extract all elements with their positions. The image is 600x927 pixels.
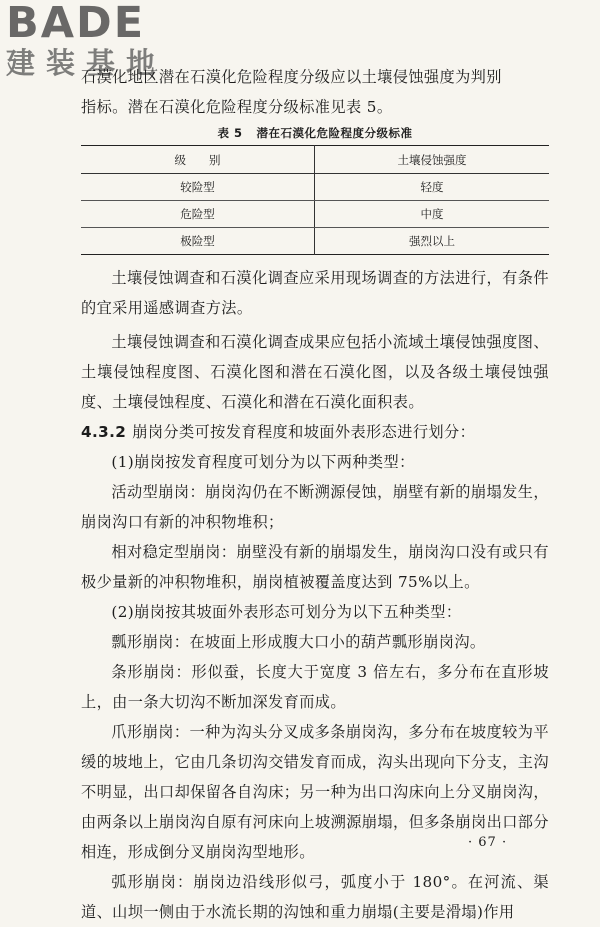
table-header-row xyxy=(81,146,549,174)
paragraph-survey-method: 土壤侵蚀调查和石漠化调查应采用现场调查的方法进行，有条件的宜采用遥感调查方法。 xyxy=(81,269,549,317)
table-header-level: 级 别 xyxy=(81,146,315,174)
table-row xyxy=(81,174,549,201)
paragraph-survey-results: 土壤侵蚀调查和石漠化调查成果应包括小流域土壤侵蚀强度图、土壤侵蚀程度图、石漠化图和潜在石漠化图，以及各级土壤侵蚀强度、土壤侵蚀程度、石漠化和潜在石漠化面积表。 xyxy=(81,333,549,411)
table-cell-intensity: 轻度 xyxy=(315,174,550,201)
table-number: 表 5 xyxy=(217,126,243,140)
paragraph-active-type: 活动型崩岗：崩岗沟仍在不断溯源侵蚀，崩壁有新的崩塌发生，崩岗沟口有新的冲积物堆积； xyxy=(81,483,549,531)
paragraph-strip-type: 条形崩岗：形似蚕，长度大于宽度 3 倍左右，多分布在直形坡上，由一条大切沟不断加深发育而成。 xyxy=(81,663,549,711)
paragraph-arc-type: 弧形崩岗：崩岗边沿线形似弓，弧度小于 180°。在河流、渠道、山坝一侧由于水流长期的沟蚀和重力崩塌(主要是滑塌)作用 xyxy=(81,873,549,921)
grading-table xyxy=(81,145,549,255)
section-4-3-2 xyxy=(81,417,549,447)
paragraph-claw-type: 爪形崩岗：一种为沟头分叉成多条崩岗沟，多分布在坡度较为平缓的坡地上，它由几条切沟交错发育而成，沟头出现向下分支，主沟不明显，出口却保留各自沟床；另一种为出口沟床向上分叉崩岗沟，由两条以上崩岗沟自原有河床向上坡溯源崩塌，但多条崩岗出口部分相连，形成倒分叉崩岗沟型地形。 xyxy=(81,723,549,861)
table-cell-level: 较险型 xyxy=(81,174,315,201)
page-content xyxy=(81,62,549,927)
paragraph-type-by-shape: (2)崩岗按其坡面外表形态可划分为以下五种类型： xyxy=(111,603,462,621)
intro-line-2: 指标。潜在石漠化危险程度分级标准见表 5。 xyxy=(81,98,393,116)
page-number: · 67 · xyxy=(468,835,508,850)
table-cell-intensity: 强烈以上 xyxy=(409,234,455,248)
table-row xyxy=(81,201,549,228)
table-cell-level: 极险型 xyxy=(81,228,315,255)
table-row xyxy=(81,228,549,255)
section-heading-text: 崩岗分类可按发育程度和坡面外表形态进行划分： xyxy=(132,423,476,441)
intro-line-1: 石漠化地区潜在石漠化危险程度分级应以土壤侵蚀强度为判别 xyxy=(81,68,502,86)
watermark-subtitle: 建装基地 xyxy=(6,46,167,80)
table-cell-level: 危险型 xyxy=(81,201,315,228)
table-header-intensity: 土壤侵蚀强度 xyxy=(315,146,550,174)
watermark-logo: BADE xyxy=(6,0,146,48)
table-caption xyxy=(81,125,549,141)
section-number: 4.3.2 xyxy=(81,423,127,441)
paragraph-stable-type: 相对稳定型崩岗：崩壁没有新的崩塌发生，崩岗沟口没有或只有极少量新的冲积物堆积，崩岗植被覆盖度达到 75%以上。 xyxy=(81,543,549,591)
paragraph-type-by-development: (1)崩岗按发育程度可划分为以下两种类型： xyxy=(111,453,415,471)
table-cell-intensity: 中度 xyxy=(315,201,550,228)
table-title: 潜在石漠化危险程度分级标准 xyxy=(256,126,413,140)
paragraph-gourd-type: 瓢形崩岗：在坡面上形成腹大口小的葫芦瓢形崩岗沟。 xyxy=(111,633,486,651)
